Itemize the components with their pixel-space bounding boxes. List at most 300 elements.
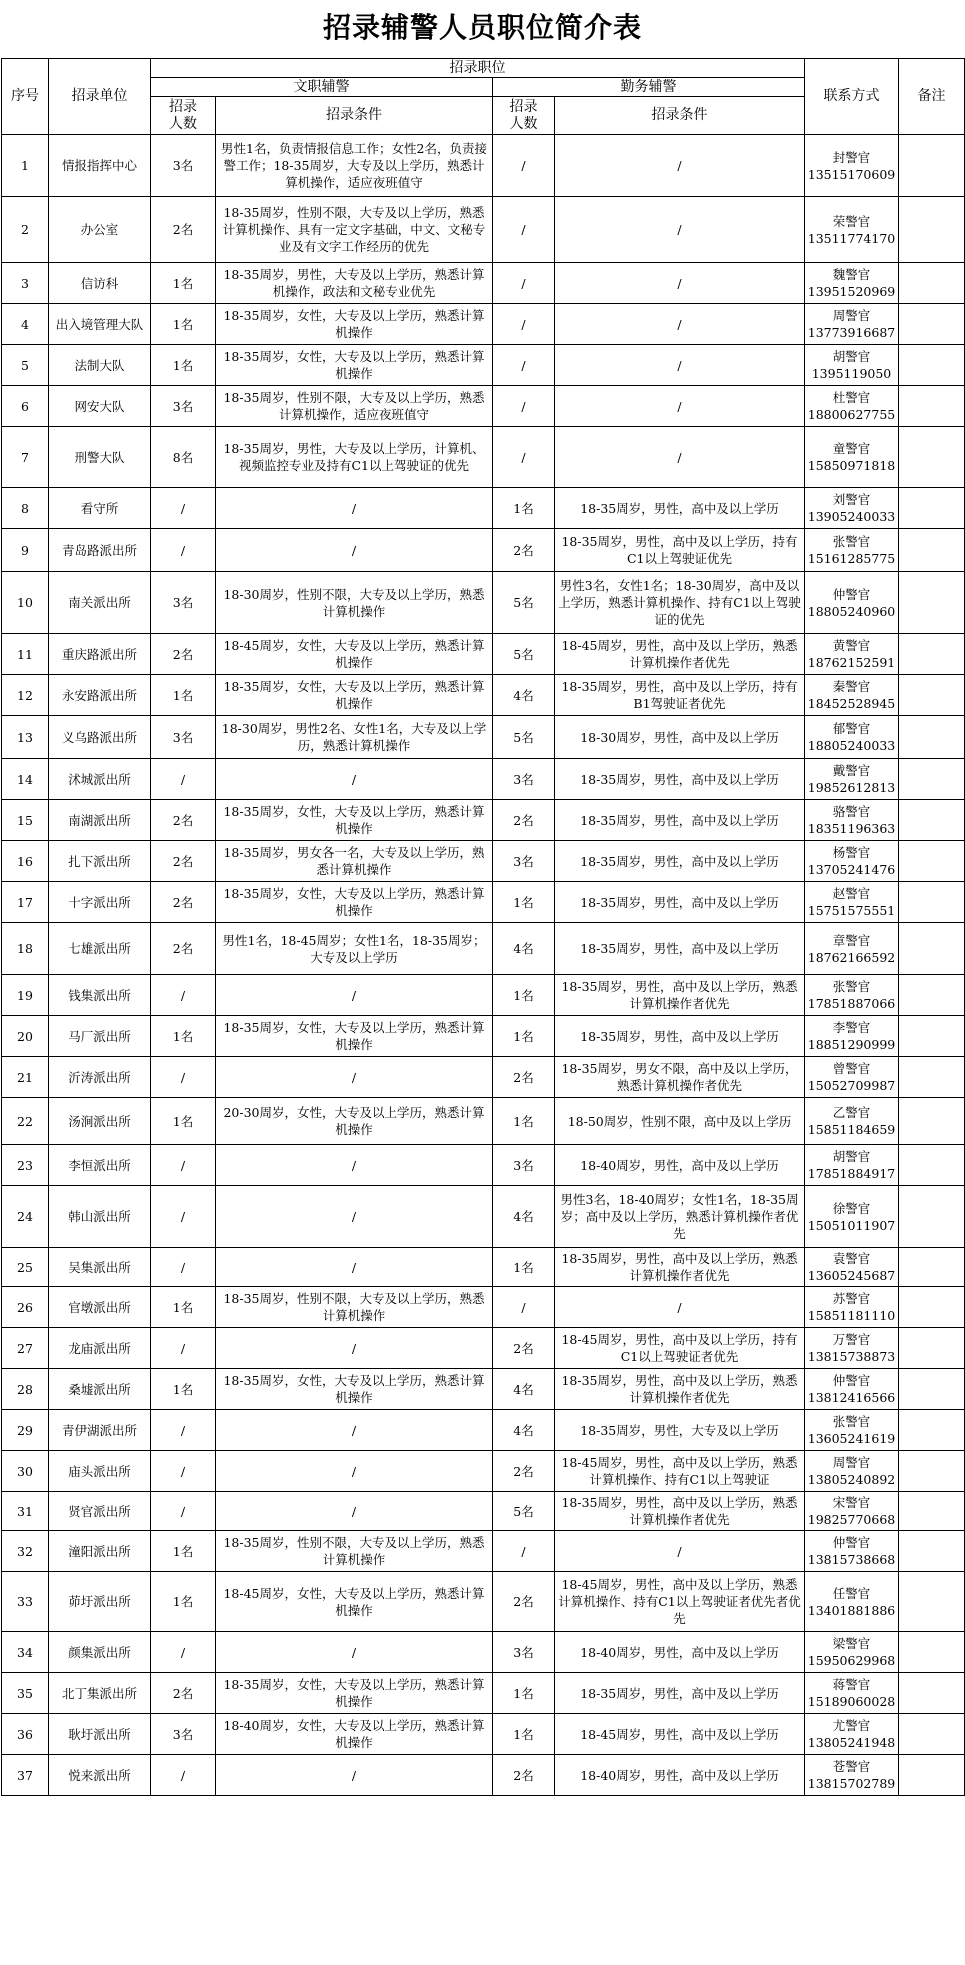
row-clerical-count: / [151, 1632, 216, 1673]
row-duty-count: 3名 [493, 1145, 555, 1186]
row-duty-conditions: / [555, 1287, 805, 1328]
row-unit: 信访科 [49, 263, 151, 304]
row-clerical-count: / [151, 1328, 216, 1369]
row-clerical-conditions: 18-35周岁，性别不限，大专及以上学历，熟悉计算机操作 [216, 1531, 493, 1572]
row-remark [899, 1016, 965, 1057]
row-remark [899, 675, 965, 716]
row-clerical-conditions: 18-35周岁，男性，大专及以上学历，计算机、视频监控专业及持有C1以上驾驶证的优先 [216, 427, 493, 488]
row-remark [899, 1673, 965, 1714]
row-seq: 36 [2, 1714, 49, 1755]
row-unit: 贤官派出所 [49, 1492, 151, 1531]
row-duty-count: 5名 [493, 572, 555, 634]
row-unit: 钱集派出所 [49, 975, 151, 1016]
row-duty-count: 1名 [493, 488, 555, 529]
row-contact: 戴警官 19852612813 [805, 759, 899, 800]
row-contact: 童警官 15850971818 [805, 427, 899, 488]
table-row [2, 427, 965, 488]
row-contact: 乙警官 15851184659 [805, 1098, 899, 1145]
table-row [2, 800, 965, 841]
table-row [2, 1098, 965, 1145]
row-clerical-count: 1名 [151, 1572, 216, 1632]
row-clerical-conditions: / [216, 488, 493, 529]
row-clerical-count: 3名 [151, 572, 216, 634]
row-clerical-count: 2名 [151, 841, 216, 882]
row-remark [899, 759, 965, 800]
row-duty-count: 3名 [493, 759, 555, 800]
table-row [2, 488, 965, 529]
row-seq: 31 [2, 1492, 49, 1531]
row-duty-conditions: 18-35周岁，男性，高中及以上学历，熟悉计算机操作者优先 [555, 1369, 805, 1410]
row-unit: 庙头派出所 [49, 1451, 151, 1492]
row-contact: 袁警官 13605245687 [805, 1248, 899, 1287]
row-duty-count: / [493, 304, 555, 345]
row-duty-conditions: 18-35周岁，男性，高中及以上学历 [555, 841, 805, 882]
row-clerical-conditions: / [216, 529, 493, 572]
row-seq: 4 [2, 304, 49, 345]
header-duty-conditions: 招录条件 [555, 97, 805, 135]
row-clerical-count: 1名 [151, 1016, 216, 1057]
row-clerical-conditions: / [216, 1410, 493, 1451]
row-clerical-count: 1名 [151, 1287, 216, 1328]
row-seq: 37 [2, 1755, 49, 1796]
row-contact: 宋警官 19825770668 [805, 1492, 899, 1531]
row-clerical-count: / [151, 1410, 216, 1451]
row-seq: 35 [2, 1673, 49, 1714]
row-seq: 9 [2, 529, 49, 572]
header-positions: 招录职位 [151, 59, 805, 78]
header-clerical-count: 招录人数 [151, 97, 216, 135]
row-remark [899, 634, 965, 675]
table-row [2, 923, 965, 975]
table-row [2, 304, 965, 345]
row-unit: 龙庙派出所 [49, 1328, 151, 1369]
table-row [2, 841, 965, 882]
row-seq: 14 [2, 759, 49, 800]
row-duty-count: / [493, 345, 555, 386]
row-duty-conditions: / [555, 304, 805, 345]
row-duty-count: 4名 [493, 1186, 555, 1248]
row-unit: 十字派出所 [49, 882, 151, 923]
table-row [2, 263, 965, 304]
row-remark [899, 1328, 965, 1369]
row-duty-conditions: 18-30周岁，男性，高中及以上学历 [555, 716, 805, 759]
row-duty-count: 2名 [493, 800, 555, 841]
row-clerical-count: 2名 [151, 800, 216, 841]
row-remark [899, 1369, 965, 1410]
row-duty-count: 2名 [493, 1328, 555, 1369]
row-clerical-count: / [151, 1451, 216, 1492]
row-seq: 8 [2, 488, 49, 529]
row-unit: 青岛路派出所 [49, 529, 151, 572]
row-contact: 张警官 17851887066 [805, 975, 899, 1016]
row-clerical-count: / [151, 529, 216, 572]
table-row [2, 1451, 965, 1492]
row-duty-conditions: 18-45周岁，男性，高中及以上学历，熟悉计算机操作者优先 [555, 634, 805, 675]
row-duty-conditions: 18-35周岁，男性，高中及以上学历，持有B1驾驶证者优先 [555, 675, 805, 716]
row-seq: 33 [2, 1572, 49, 1632]
row-duty-count: 1名 [493, 882, 555, 923]
row-clerical-conditions: 18-40周岁，女性，大专及以上学历，熟悉计算机操作 [216, 1714, 493, 1755]
table-row [2, 572, 965, 634]
row-clerical-conditions: 18-35周岁，女性，大专及以上学历，熟悉计算机操作 [216, 675, 493, 716]
row-clerical-count: / [151, 1145, 216, 1186]
row-remark [899, 882, 965, 923]
table-row [2, 1531, 965, 1572]
row-remark [899, 1057, 965, 1098]
row-seq: 18 [2, 923, 49, 975]
row-seq: 6 [2, 386, 49, 427]
table-row [2, 634, 965, 675]
row-duty-count: 2名 [493, 1572, 555, 1632]
row-clerical-count: 2名 [151, 197, 216, 263]
row-seq: 17 [2, 882, 49, 923]
row-seq: 30 [2, 1451, 49, 1492]
row-remark [899, 923, 965, 975]
row-clerical-conditions: 18-45周岁，女性，大专及以上学历，熟悉计算机操作 [216, 1572, 493, 1632]
row-remark [899, 529, 965, 572]
row-seq: 22 [2, 1098, 49, 1145]
table-row [2, 975, 965, 1016]
row-unit: 办公室 [49, 197, 151, 263]
row-clerical-count: 1名 [151, 263, 216, 304]
row-contact: 杜警官 18800627755 [805, 386, 899, 427]
row-unit: 桑墟派出所 [49, 1369, 151, 1410]
row-remark [899, 488, 965, 529]
row-clerical-count: 1名 [151, 1531, 216, 1572]
table-row [2, 675, 965, 716]
table-row [2, 1714, 965, 1755]
row-remark [899, 263, 965, 304]
row-contact: 胡警官 1395119050 [805, 345, 899, 386]
row-remark [899, 197, 965, 263]
row-contact: 周警官 13805240892 [805, 1451, 899, 1492]
row-duty-conditions: / [555, 345, 805, 386]
row-seq: 13 [2, 716, 49, 759]
row-unit: 马厂派出所 [49, 1016, 151, 1057]
row-duty-count: 4名 [493, 1410, 555, 1451]
row-contact: 赵警官 15751575551 [805, 882, 899, 923]
row-contact: 曾警官 15052709987 [805, 1057, 899, 1098]
row-seq: 12 [2, 675, 49, 716]
row-seq: 19 [2, 975, 49, 1016]
row-duty-count: / [493, 197, 555, 263]
row-unit: 颜集派出所 [49, 1632, 151, 1673]
row-remark [899, 1714, 965, 1755]
row-clerical-conditions: 18-35周岁，女性，大专及以上学历，熟悉计算机操作 [216, 800, 493, 841]
table-row [2, 1186, 965, 1248]
row-unit: 韩山派出所 [49, 1186, 151, 1248]
row-contact: 蒋警官 15189060028 [805, 1673, 899, 1714]
row-contact: 秦警官 18452528945 [805, 675, 899, 716]
row-unit: 南关派出所 [49, 572, 151, 634]
row-clerical-conditions: / [216, 975, 493, 1016]
row-duty-count: / [493, 386, 555, 427]
row-contact: 杨警官 13705241476 [805, 841, 899, 882]
row-clerical-conditions: 18-35周岁，性别不限，大专及以上学历，熟悉计算机操作、具有一定文字基础，中文、文秘专业及有文字工作经历的优先 [216, 197, 493, 263]
row-seq: 2 [2, 197, 49, 263]
header-duty-count: 招录人数 [493, 97, 555, 135]
row-clerical-conditions: 18-35周岁，女性，大专及以上学历，熟悉计算机操作 [216, 345, 493, 386]
row-clerical-count: 2名 [151, 882, 216, 923]
row-remark [899, 386, 965, 427]
row-clerical-conditions: / [216, 1057, 493, 1098]
row-duty-conditions: 18-35周岁，男性，高中及以上学历 [555, 1016, 805, 1057]
row-remark [899, 841, 965, 882]
row-clerical-conditions: / [216, 1186, 493, 1248]
row-duty-conditions: / [555, 263, 805, 304]
row-duty-conditions: 18-35周岁，男性，高中及以上学历 [555, 759, 805, 800]
row-unit: 茆圩派出所 [49, 1572, 151, 1632]
row-duty-conditions: 18-45周岁，男性，高中及以上学历，熟悉计算机操作、持有C1以上驾驶证 [555, 1451, 805, 1492]
row-duty-count: 1名 [493, 975, 555, 1016]
row-duty-count: 5名 [493, 1492, 555, 1531]
row-unit: 汤涧派出所 [49, 1098, 151, 1145]
row-clerical-conditions: 18-35周岁，女性，大专及以上学历，熟悉计算机操作 [216, 1369, 493, 1410]
row-clerical-conditions: 18-35周岁，女性，大专及以上学历，熟悉计算机操作 [216, 882, 493, 923]
row-duty-count: 1名 [493, 1098, 555, 1145]
row-contact: 黄警官 18762152591 [805, 634, 899, 675]
row-clerical-count: 3名 [151, 716, 216, 759]
header-clerical-conditions: 招录条件 [216, 97, 493, 135]
row-clerical-conditions: 18-35周岁，女性，大专及以上学历，熟悉计算机操作 [216, 1016, 493, 1057]
row-unit: 情报指挥中心 [49, 135, 151, 197]
row-clerical-count: 2名 [151, 634, 216, 675]
table-row [2, 197, 965, 263]
row-duty-conditions: 18-35周岁，男性，高中及以上学历 [555, 882, 805, 923]
row-seq: 7 [2, 427, 49, 488]
row-unit: 看守所 [49, 488, 151, 529]
row-duty-conditions: 18-35周岁，男性，高中及以上学历，熟悉计算机操作者优先 [555, 1248, 805, 1287]
row-clerical-count: 2名 [151, 923, 216, 975]
row-contact: 张警官 15161285775 [805, 529, 899, 572]
table-row [2, 759, 965, 800]
row-clerical-conditions: 20-30周岁，女性，大专及以上学历，熟悉计算机操作 [216, 1098, 493, 1145]
row-clerical-count: 8名 [151, 427, 216, 488]
row-unit: 青伊湖派出所 [49, 1410, 151, 1451]
row-clerical-conditions: 男性1名，18-45周岁；女性1名，18-35周岁；大专及以上学历 [216, 923, 493, 975]
row-contact: 仲警官 18805240960 [805, 572, 899, 634]
row-unit: 刑警大队 [49, 427, 151, 488]
row-seq: 11 [2, 634, 49, 675]
row-remark [899, 1755, 965, 1796]
row-clerical-count: 1名 [151, 675, 216, 716]
row-contact: 徐警官 15051011907 [805, 1186, 899, 1248]
row-contact: 李警官 18851290999 [805, 1016, 899, 1057]
row-duty-conditions: 18-50周岁，性别不限，高中及以上学历 [555, 1098, 805, 1145]
row-remark [899, 1186, 965, 1248]
row-seq: 21 [2, 1057, 49, 1098]
table-row [2, 1328, 965, 1369]
row-duty-count: 3名 [493, 1632, 555, 1673]
row-contact: 张警官 13605241619 [805, 1410, 899, 1451]
row-duty-conditions: 18-35周岁，男女不限，高中及以上学历，熟悉计算机操作者优先 [555, 1057, 805, 1098]
row-remark [899, 304, 965, 345]
row-seq: 3 [2, 263, 49, 304]
row-contact: 郁警官 18805240033 [805, 716, 899, 759]
row-unit: 扎下派出所 [49, 841, 151, 882]
row-clerical-conditions: 18-35周岁，女性，大专及以上学历，熟悉计算机操作 [216, 1673, 493, 1714]
row-duty-conditions: 18-35周岁，男性，高中及以上学历 [555, 1673, 805, 1714]
row-contact: 周警官 13773916687 [805, 304, 899, 345]
row-duty-conditions: 18-35周岁，男性，高中及以上学历 [555, 923, 805, 975]
table-row [2, 1755, 965, 1796]
row-clerical-count: / [151, 759, 216, 800]
row-duty-count: 5名 [493, 716, 555, 759]
row-duty-count: 2名 [493, 529, 555, 572]
row-duty-conditions: 18-45周岁，男性，高中及以上学历，熟悉计算机操作、持有C1以上驾驶证者优先者优先 [555, 1572, 805, 1632]
row-duty-count: 1名 [493, 1673, 555, 1714]
header-clerical: 文职辅警 [151, 78, 493, 97]
row-clerical-conditions: 18-35周岁，女性，大专及以上学历，熟悉计算机操作 [216, 304, 493, 345]
row-duty-conditions: / [555, 1531, 805, 1572]
row-clerical-conditions: / [216, 1755, 493, 1796]
row-clerical-conditions: 18-30周岁，男性2名、女性1名，大专及以上学历，熟悉计算机操作 [216, 716, 493, 759]
table-row [2, 1248, 965, 1287]
row-seq: 26 [2, 1287, 49, 1328]
row-remark [899, 716, 965, 759]
row-duty-count: / [493, 135, 555, 197]
row-clerical-count: 3名 [151, 1714, 216, 1755]
row-contact: 章警官 18762166592 [805, 923, 899, 975]
row-clerical-conditions: / [216, 1632, 493, 1673]
row-clerical-count: / [151, 1492, 216, 1531]
row-duty-count: 2名 [493, 1057, 555, 1098]
row-remark [899, 1145, 965, 1186]
row-duty-conditions: 18-35周岁，男性，高中及以上学历 [555, 488, 805, 529]
row-contact: 苏警官 15851181110 [805, 1287, 899, 1328]
row-unit: 李恒派出所 [49, 1145, 151, 1186]
row-duty-conditions: 18-45周岁，男性，高中及以上学历 [555, 1714, 805, 1755]
row-clerical-count: 3名 [151, 386, 216, 427]
row-duty-count: 1名 [493, 1248, 555, 1287]
row-duty-count: 2名 [493, 1755, 555, 1796]
table-row [2, 1016, 965, 1057]
page-title: 招录辅警人员职位简介表 [322, 11, 642, 44]
row-unit: 耿圩派出所 [49, 1714, 151, 1755]
row-seq: 29 [2, 1410, 49, 1451]
table-row [2, 1673, 965, 1714]
row-clerical-conditions: / [216, 1248, 493, 1287]
row-duty-conditions: 18-40周岁，男性，高中及以上学历 [555, 1632, 805, 1673]
row-duty-conditions: 18-40周岁，男性，高中及以上学历 [555, 1755, 805, 1796]
table-row [2, 1145, 965, 1186]
header-duty: 勤务辅警 [493, 78, 805, 97]
row-seq: 34 [2, 1632, 49, 1673]
header-contact: 联系方式 [805, 59, 899, 135]
table-row [2, 345, 965, 386]
row-unit: 悦来派出所 [49, 1755, 151, 1796]
row-contact: 万警官 13815738873 [805, 1328, 899, 1369]
row-contact: 封警官 13515170609 [805, 135, 899, 197]
row-remark [899, 1572, 965, 1632]
row-contact: 苍警官 13815702789 [805, 1755, 899, 1796]
row-clerical-count: 1名 [151, 1369, 216, 1410]
row-remark [899, 1248, 965, 1287]
row-duty-count: / [493, 263, 555, 304]
row-duty-conditions: 男性3名，18-40周岁；女性1名，18-35周岁；高中及以上学历，熟悉计算机操作者优先 [555, 1186, 805, 1248]
row-unit: 重庆路派出所 [49, 634, 151, 675]
row-duty-conditions: / [555, 386, 805, 427]
row-remark [899, 1098, 965, 1145]
row-clerical-conditions: 18-35周岁，男女各一名，大专及以上学历，熟悉计算机操作 [216, 841, 493, 882]
table-row [2, 882, 965, 923]
row-remark [899, 975, 965, 1016]
table-row [2, 716, 965, 759]
row-duty-count: / [493, 1531, 555, 1572]
row-seq: 28 [2, 1369, 49, 1410]
row-seq: 10 [2, 572, 49, 634]
row-seq: 32 [2, 1531, 49, 1572]
row-seq: 16 [2, 841, 49, 882]
table-row [2, 529, 965, 572]
row-duty-count: 4名 [493, 675, 555, 716]
row-clerical-count: / [151, 1057, 216, 1098]
row-duty-count: / [493, 427, 555, 488]
row-clerical-conditions: 男性1名，负责情报信息工作；女性2名，负责接警工作；18-35周岁，大专及以上学历，熟悉计算机操作，适应夜班值守 [216, 135, 493, 197]
row-unit: 潼阳派出所 [49, 1531, 151, 1572]
header-remark: 备注 [899, 59, 965, 135]
row-clerical-conditions: 18-45周岁，女性，大专及以上学历，熟悉计算机操作 [216, 634, 493, 675]
row-seq: 23 [2, 1145, 49, 1186]
row-remark [899, 1451, 965, 1492]
row-contact: 仲警官 13815738668 [805, 1531, 899, 1572]
row-clerical-count: 1名 [151, 1098, 216, 1145]
row-duty-count: 5名 [493, 634, 555, 675]
row-duty-conditions: / [555, 197, 805, 263]
row-clerical-count: / [151, 1186, 216, 1248]
header-unit: 招录单位 [49, 59, 151, 135]
row-contact: 胡警官 17851884917 [805, 1145, 899, 1186]
row-contact: 尤警官 13805241948 [805, 1714, 899, 1755]
row-duty-count: 1名 [493, 1016, 555, 1057]
row-duty-conditions: 18-35周岁，男性，大专及以上学历 [555, 1410, 805, 1451]
row-clerical-count: / [151, 1248, 216, 1287]
row-duty-count: 3名 [493, 841, 555, 882]
table-row [2, 1287, 965, 1328]
row-clerical-count: 1名 [151, 304, 216, 345]
row-remark [899, 345, 965, 386]
row-clerical-conditions: 18-35周岁，性别不限，大专及以上学历，熟悉计算机操作，适应夜班值守 [216, 386, 493, 427]
row-remark [899, 1287, 965, 1328]
row-clerical-count: 3名 [151, 135, 216, 197]
table-row [2, 1632, 965, 1673]
row-remark [899, 135, 965, 197]
row-clerical-count: / [151, 1755, 216, 1796]
row-clerical-conditions: 18-35周岁，性别不限，大专及以上学历，熟悉计算机操作 [216, 1287, 493, 1328]
row-duty-conditions: 18-35周岁，男性，高中及以上学历 [555, 800, 805, 841]
row-clerical-conditions: / [216, 1145, 493, 1186]
row-duty-count: 4名 [493, 923, 555, 975]
row-unit: 沭城派出所 [49, 759, 151, 800]
row-contact: 骆警官 18351196363 [805, 800, 899, 841]
row-contact: 梁警官 15950629968 [805, 1632, 899, 1673]
row-unit: 永安路派出所 [49, 675, 151, 716]
row-remark [899, 427, 965, 488]
row-remark [899, 1632, 965, 1673]
row-remark [899, 1492, 965, 1531]
row-contact: 刘警官 13905240033 [805, 488, 899, 529]
row-duty-conditions: / [555, 135, 805, 197]
row-unit: 官墩派出所 [49, 1287, 151, 1328]
row-seq: 27 [2, 1328, 49, 1369]
row-seq: 25 [2, 1248, 49, 1287]
table-row [2, 1369, 965, 1410]
table-row [2, 1410, 965, 1451]
row-duty-conditions: 18-35周岁，男性，高中及以上学历，熟悉计算机操作者优先 [555, 1492, 805, 1531]
row-unit: 北丁集派出所 [49, 1673, 151, 1714]
row-unit: 吴集派出所 [49, 1248, 151, 1287]
row-seq: 24 [2, 1186, 49, 1248]
